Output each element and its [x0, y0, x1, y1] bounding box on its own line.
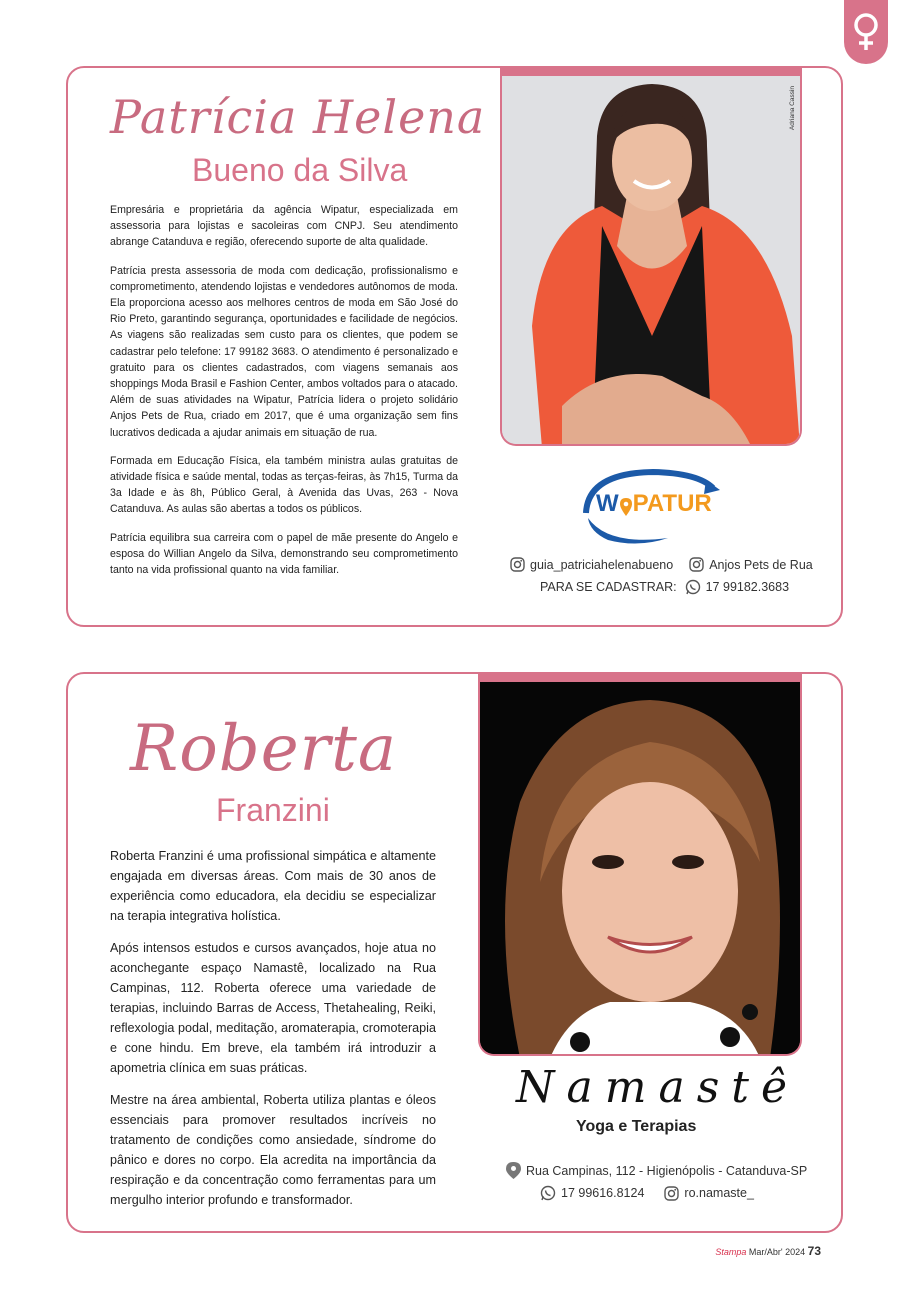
phone-number[interactable]: 17 99616.8124	[561, 1186, 645, 1200]
profile-surname: Bueno da Silva	[192, 152, 408, 188]
bio-paragraph: Mestre na área ambiental, Roberta utiliza plantas e óleos essenciais para promover resultados incríveis no tratamento de condições como ansiedade, síndrome do pânico e dores no corpo. Ela acredita na importância da respiração e da concentração como ferramentas para um mergulho interior profundo e transformador.	[110, 1093, 436, 1207]
namaste-logo-subtitle: Yoga e Terapias	[576, 1118, 697, 1135]
logo-letter-w: W	[596, 490, 619, 517]
bio-paragraph: Após intensos estudos e cursos avançados, hoje atua no aconchegante espaço Namastê, localizado na Rua Campinas, 112. Roberta oferece uma variedade de terapias, incluindo Barras de Access, Thetahealing, Reiki, reflexologia podal, meditação, aromaterapia, cromoterapia e cone hindu. Em breve, ela também irá introduzir a apometria clínica em suas práticas.	[110, 941, 436, 1075]
edition-label: Mar/Abr' 2024	[748, 1247, 806, 1257]
address-text: Rua Campinas, 112 - Higienópolis - Catanduva-SP	[526, 1163, 808, 1178]
contact-line	[540, 1185, 754, 1201]
logo-pin-icon	[620, 495, 632, 513]
location-pin-icon	[506, 1162, 521, 1179]
profile-name-script: Roberta	[130, 712, 398, 786]
profile-surname: Franzini	[216, 792, 330, 828]
profile-photo	[478, 674, 802, 1056]
profile-bio	[110, 202, 458, 590]
register-line	[540, 579, 789, 595]
logo-letters: PATUR	[632, 490, 712, 517]
bio-paragraph: Patrícia presta assessoria de moda com dedicação, profissionalismo e comprometimento, atendendo lojistas e vendedores autônomos de moda. Ela proporciona acesso aos melhores centros de moda em São José do Rio Preto, garantindo segurança, oportunidades e facilidade de negócios. As viagens são realizadas sem custo para os clientes, que podem se cadastrar pelo telefone: 17 99182 3683. O atendimento é personalizado e gratuito para os clientes cadastrados, com viagens semanais aos shoppings Moda Brasil e Fashion Center, ambos voltados para o atacado. Além de suas atividades na Wipatur, Patrícia lidera o projeto solidário Anjos Pets de Rua, criado em 2017, que é uma organização sem fins lucrativos dedicada a ajudar animais em situação de rua.	[110, 264, 458, 439]
namaste-logo-script: Namastê	[516, 1062, 799, 1113]
social-links	[510, 557, 813, 572]
profile-card-patricia	[66, 66, 843, 627]
wipatur-logo	[578, 468, 728, 548]
female-symbol-icon	[853, 12, 879, 52]
magazine-brand: Stampa	[715, 1247, 747, 1257]
whatsapp-icon	[540, 1185, 556, 1201]
bio-paragraph: Patrícia equilibra sua carreira com o papel de mãe presente do Angelo e esposa do Willian Angelo da Silva, demonstrando seu comprometimento tanto na vida profissional quanto na vida familiar.	[110, 531, 458, 577]
bio-paragraph: Roberta Franzini é uma profissional simpática e altamente engajada em diversas áreas. Com mais de 30 anos de experiência como educadora, ela decidiu se especializar na terapia integrativa holística.	[110, 849, 436, 923]
instagram-icon	[510, 557, 525, 572]
profile-photo	[500, 68, 802, 446]
namaste-logo	[508, 1062, 799, 1152]
portrait-illustration	[502, 76, 800, 446]
photo-credit: Adriana Cassin	[789, 86, 796, 131]
profile-bio	[110, 846, 436, 1222]
instagram-icon	[689, 557, 704, 572]
register-label: PARA SE CADASTRAR:	[540, 580, 677, 594]
instagram-handle[interactable]: guia_patriciahelenabueno	[530, 557, 674, 572]
phone-number[interactable]: 17 99182.3683	[705, 580, 790, 594]
profile-name-script: Patrícia Helena	[110, 90, 486, 144]
portrait-illustration	[480, 682, 800, 1056]
page-footer	[715, 1244, 821, 1258]
instagram-icon	[664, 1186, 679, 1201]
instagram-handle[interactable]: ro.namaste_	[684, 1186, 754, 1200]
profile-card-roberta	[66, 672, 843, 1233]
whatsapp-icon	[685, 579, 701, 595]
address-line	[506, 1162, 807, 1179]
section-tab	[844, 0, 888, 64]
page-number: 73	[807, 1244, 821, 1258]
bio-paragraph: Empresária e proprietária da agência Wipatur, especializada em assessoria para lojistas e sacoleiras com CNPJ. Seu atendimento abrange Catanduva e região, oferecendo suporte de alta qualidade.	[110, 204, 458, 249]
bio-paragraph: Formada em Educação Física, ela também ministra aulas gratuitas de atividade física e saúde mental, todas as terças-feiras, às 7h15, Turma da 3a Idade e às 8h, Público Geral, à Avenida das Uvas, 263 - Nova Catanduva. As aulas são abertas a todos os públicos.	[110, 454, 458, 516]
instagram-handle[interactable]: Anjos Pets de Rua	[709, 557, 813, 572]
